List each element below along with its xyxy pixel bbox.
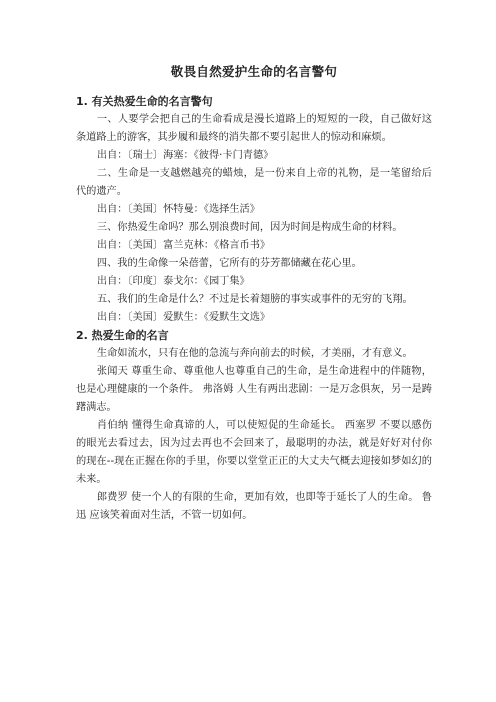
quote-source: 出自：〔美国〕怀特曼：《选择生活》: [96, 204, 260, 215]
quote-paragraph: 一、人要学会把自己的生命看成是漫长道路上的短短的一段，自己做好这条道路上的游客，其步履和最终的消失都不要引起世人的惊动和麻烦。: [76, 114, 432, 143]
quote-paragraph: 四、我的生命像一朵蓓蕾，它所有的芬芳都储藏在花心里。: [96, 258, 362, 269]
body-paragraph: 张闻天 尊重生命、尊重他人也尊重自己的生命，是生命进程中的伴随物，也是心理健康的一个条件。 弗洛姆 人生有两出悲剧：一是万念俱灰，另一是踌躇满志。: [76, 366, 432, 413]
quote-source: 出自：〔印度〕泰戈尔：《园丁集》: [96, 276, 250, 287]
body-paragraph: 肖伯纳 懂得生命真谛的人，可以使短促的生命延长。 西塞罗 不要以感伤的眼光去看过去，因为过去再也不会回来了，最聪明的办法，就是好好对付你的现在--现在正握在你的手里，你要以堂堂正正的大丈夫气概去迎接如梦如幻的未来。: [76, 420, 432, 485]
body-paragraph: 生命如流水，只有在他的急流与奔向前去的时候，才美丽，才有意义。: [96, 348, 413, 359]
quote-paragraph: 五、我们的生命是什么？不过是长着翅膀的事实或事件的无穷的飞翔。: [96, 294, 413, 305]
section-heading: 1. 有关热爱生命的名言警句: [76, 95, 213, 108]
quote-source: 出自：〔美国〕爱默生：《爱默生文选》: [96, 312, 271, 323]
section-heading: 2. 热爱生命的名言: [76, 329, 169, 342]
body-paragraph: 郎费罗 使一个人的有限的生命，更加有效，也即等于延长了人的生命。 鲁迅 应该笑着面对生活，不管一切如何。: [76, 492, 432, 521]
quote-paragraph: 三、你热爱生命吗？那么别浪费时间，因为时间是构成生命的材料。: [96, 222, 403, 233]
quote-source: 出自：〔瑞士〕海塞：《彼得·卡门青德》: [96, 150, 274, 161]
quote-paragraph: 二、生命是一支越燃越亮的蜡烛，是一份来自上帝的礼物，是一笔留给后代的遗产。: [76, 168, 432, 197]
document-title: 敬畏自然爱护生命的名言警句: [170, 64, 338, 79]
quote-source: 出自：〔美国〕富兰克林：《格言币书》: [96, 240, 271, 251]
